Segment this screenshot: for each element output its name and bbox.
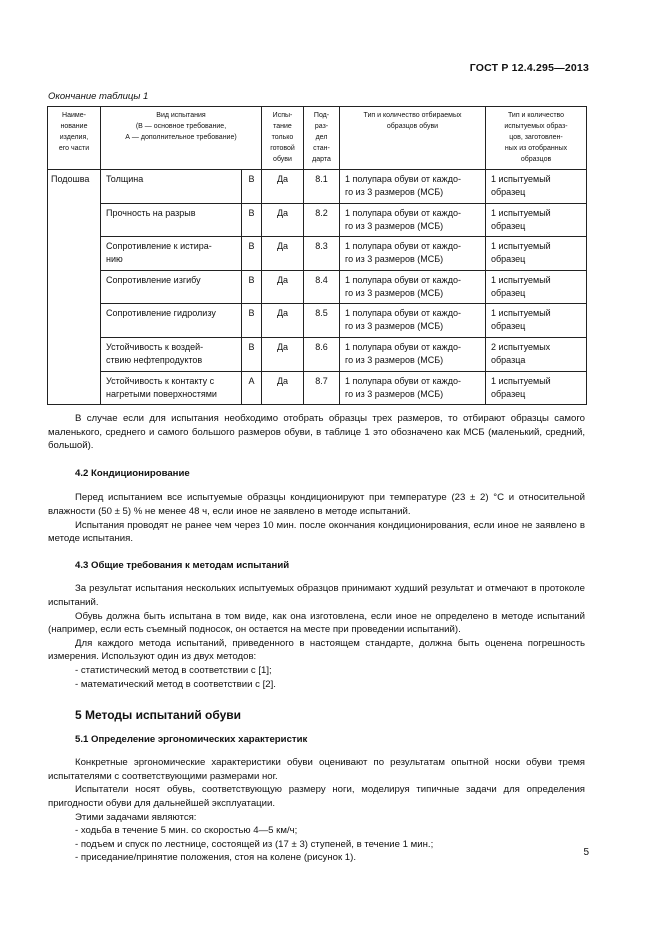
- requirement-cell: А: [242, 371, 262, 405]
- subsection-cell: 8.5: [304, 304, 340, 338]
- sample-type-cell: 1 полупара обуви от каждо- го из 3 размеров (МСБ): [340, 337, 486, 371]
- test-samples-cell: 1 испытуемый образец: [486, 371, 587, 405]
- list-item-4: - подъем и спуск по лестнице, состоящей из (17 ± 3) ступеней, в течение 1 мин.;: [75, 838, 434, 850]
- table-row: [48, 170, 587, 204]
- list-item-1: - статистический метод в соответствии с [1];: [75, 664, 272, 676]
- table-header-row: [48, 107, 587, 170]
- col-header-finished-only: Испы- тание только готовой обуви: [262, 107, 304, 170]
- test-table: [47, 106, 587, 405]
- list-item-2: - математический метод в соответствии с [2].: [75, 678, 276, 690]
- col-header-test-type: Вид испытания (В — основное требование, А — дополнительное требование): [101, 107, 262, 170]
- requirement-cell: В: [242, 203, 262, 237]
- table-row: [48, 371, 587, 405]
- finished-only-cell: Да: [262, 170, 304, 204]
- finished-only-cell: Да: [262, 237, 304, 271]
- requirement-cell: В: [242, 337, 262, 371]
- test-name-cell: Сопротивление гидролизу: [101, 304, 242, 338]
- paragraph-erg-3: Этими задачами являются:: [75, 811, 197, 823]
- table-row: [48, 304, 587, 338]
- paragraph-erg-1: Конкретные эргономические характеристики обуви оценивают по результатам опытной носки обуви тремя испытателями с соответствующими размерами ног.: [48, 757, 585, 782]
- test-name-cell: Толщина: [101, 170, 242, 204]
- test-name-cell: Сопротивление к истира- нию: [101, 237, 242, 271]
- test-name-cell: Устойчивость к воздей- ствию нефтепродуктов: [101, 337, 242, 371]
- col-header-subsection: Под- раз- дел стан- дарта: [304, 107, 340, 170]
- subsection-cell: 8.7: [304, 371, 340, 405]
- sample-type-cell: 1 полупара обуви от каждо- го из 3 размеров (МСБ): [340, 304, 486, 338]
- paragraph-gen-1: За результат испытания нескольких испытуемых образцов принимают худший результат и отмечают в протоколе испытаний.: [48, 583, 585, 608]
- subsection-cell: 8.4: [304, 270, 340, 304]
- requirement-cell: В: [242, 170, 262, 204]
- requirement-cell: В: [242, 270, 262, 304]
- subsection-cell: 8.1: [304, 170, 340, 204]
- sample-type-cell: 1 полупара обуви от каждо- го из 3 размеров (МСБ): [340, 237, 486, 271]
- table-row: [48, 237, 587, 271]
- test-name-cell: Прочность на разрыв: [101, 203, 242, 237]
- table-caption: Окончание таблицы 1: [48, 91, 149, 102]
- paragraph-gen-3: Для каждого метода испытаний, приведенного в настоящем стандарте, должна быть оценена погрешность измерения. Используют один из двух методов:: [48, 637, 585, 663]
- table-row: [48, 203, 587, 237]
- sample-type-cell: 1 полупара обуви от каждо- го из 3 размеров (МСБ): [340, 203, 486, 237]
- test-name-cell: Устойчивость к контакту с нагретыми поверхностями: [101, 371, 242, 405]
- col-header-part: Наиме- нование изделия, его части: [48, 107, 101, 170]
- heading-4-3: 4.3 Общие требования к методам испытаний: [75, 559, 290, 571]
- sample-type-cell: 1 полупара обуви от каждо- го из 3 размеров (МСБ): [340, 170, 486, 204]
- table-row: [48, 337, 587, 371]
- table-row: [48, 270, 587, 304]
- heading-5: 5 Методы испытаний обуви: [75, 708, 242, 723]
- paragraph-cond-2: Испытания проводят не ранее чем через 10 мин. после окончания кондиционирования, если иное не заявлено в методе испытания.: [48, 519, 585, 545]
- part-name-cell: Подошва: [48, 170, 101, 405]
- finished-only-cell: Да: [262, 270, 304, 304]
- finished-only-cell: Да: [262, 304, 304, 338]
- subsection-cell: 8.6: [304, 337, 340, 371]
- sample-type-cell: 1 полупара обуви от каждо- го из 3 размеров (МСБ): [340, 371, 486, 405]
- requirement-cell: В: [242, 237, 262, 271]
- test-samples-cell: 1 испытуемый образец: [486, 270, 587, 304]
- finished-only-cell: Да: [262, 203, 304, 237]
- finished-only-cell: Да: [262, 371, 304, 405]
- test-samples-cell: 1 испытуемый образец: [486, 203, 587, 237]
- requirement-cell: В: [242, 304, 262, 338]
- test-samples-cell: 2 испытуемых образца: [486, 337, 587, 371]
- finished-only-cell: Да: [262, 337, 304, 371]
- subsection-cell: 8.3: [304, 237, 340, 271]
- paragraph-gen-2: Обувь должна быть испытана в том виде, как она изготовлена, если иное не определено в методе испытаний (например, если есть съемный подносок, он остается на месте при проведении испытаний).: [48, 610, 585, 636]
- heading-5-1: 5.1 Определение эргономических характеристик: [75, 733, 308, 745]
- heading-4-2: 4.2 Кондиционирование: [75, 467, 190, 479]
- paragraph-cond-1: Перед испытанием все испытуемые образцы кондиционируют при температуре (23 ± 2) °С и относительной влажности (50 ± 5) % не менее 48 ч, если иное не заявлено в методе испытаний.: [48, 492, 585, 517]
- paragraph-msb: В случае если для испытания необходимо отобрать образцы трех размеров, то отбирают образцы самого маленького, среднего и самого большого размеров обуви, в таблице 1 это обозначено как МСБ (маленький, средний, большой).: [48, 413, 585, 452]
- page-number: 5: [583, 847, 589, 858]
- paragraph-erg-2: Испытатели носят обувь, соответствующую размеру ноги, моделируя типичные задачи для определения пригодности обуви для дальнейшей эксплуатации.: [48, 784, 585, 810]
- col-header-sample-type: Тип и количество отбираемых образцов обуви: [340, 107, 486, 170]
- list-item-5: - приседание/принятие положения, стоя на колене (рисунок 1).: [75, 852, 357, 864]
- test-samples-cell: 1 испытуемый образец: [486, 237, 587, 271]
- col-header-test-samples: Тип и количество испытуемых образ- цов, заготовлен- ных из отобранных образцов: [486, 107, 587, 170]
- main-text: [48, 412, 585, 865]
- subsection-cell: 8.2: [304, 203, 340, 237]
- test-name-cell: Сопротивление изгибу: [101, 270, 242, 304]
- sample-type-cell: 1 полупара обуви от каждо- го из 3 размеров (МСБ): [340, 270, 486, 304]
- list-item-3: - ходьба в течение 5 мин. со скоростью 4—5 км/ч;: [75, 825, 298, 837]
- test-samples-cell: 1 испытуемый образец: [486, 304, 587, 338]
- document-id: ГОСТ Р 12.4.295—2013: [469, 62, 589, 74]
- test-samples-cell: 1 испытуемый образец: [486, 170, 587, 204]
